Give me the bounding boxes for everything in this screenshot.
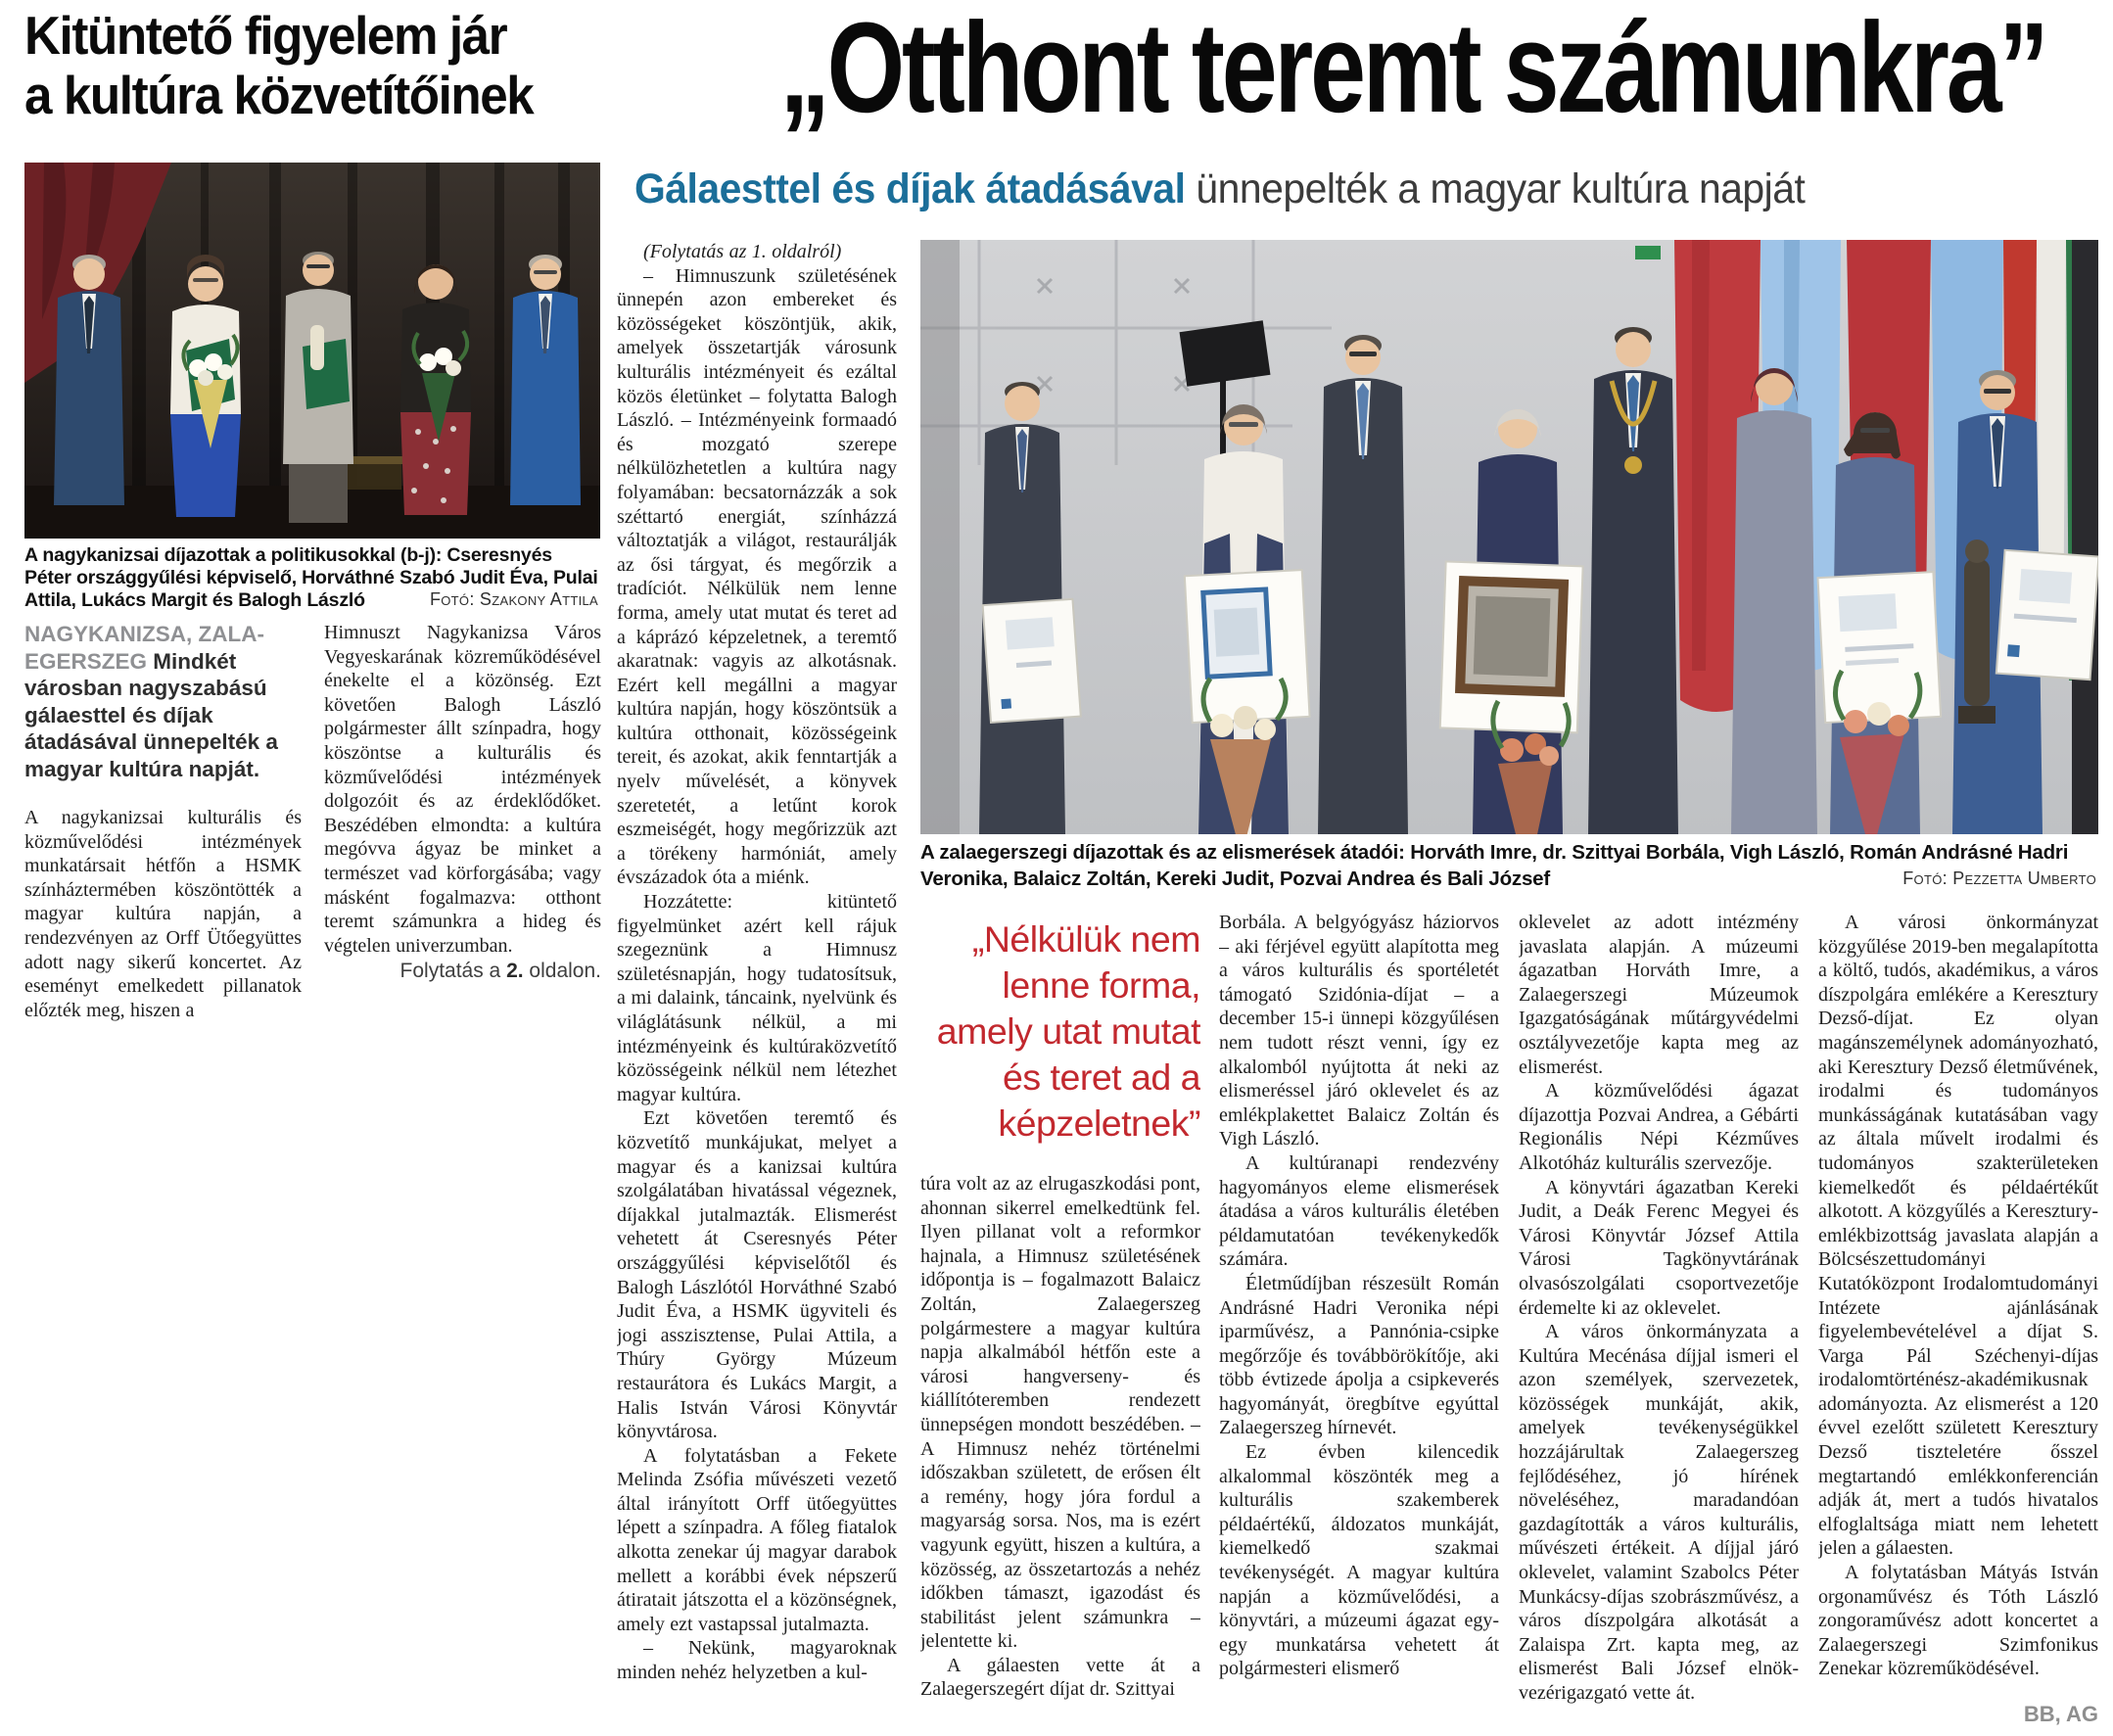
caption-text: A nagykanizsai díjazottak a politikusokkal (b-j): Cseresnyés Péter országgyűlési képviselő, Horváthné Szabó Judit Éva, Pulai Attila, Lukács Margit és Balogh László	[24, 544, 598, 611]
paragraph: oklevelet az adott intézmény javaslata alapján. A múzeumi ágazatban Horváth Imre, a Zalaegerszegi Múzeumok Igazgatóságának műtárgyvédelmi osztályvezetője kapta meg az elismerést.	[1519, 912, 1799, 1078]
left-shadow	[920, 240, 960, 834]
main-headline: „Otthont teremt számunkra”	[779, 0, 2046, 139]
left-article-column-1	[24, 621, 302, 1052]
headline-line: Kitüntető figyelem jár	[24, 5, 507, 66]
main-article-column-2	[920, 911, 1200, 1731]
paragraph: A folytatásban a Fekete Melinda Zsófia művészeti vezető által irányított Orff ütőegyüttes lépett a színpadra. A főleg fiatalok alkotta zenekar új magyar darabok mellett a korábbi évek népszerű átiratait játszotta el a közönségnek, amely ezt vastapssal jutalmazta.	[617, 1444, 897, 1635]
subhead-highlight: Gálaesttel és díjak átadásával	[634, 165, 1186, 212]
author-byline: BB, AG	[2016, 1702, 2098, 1727]
paragraph: A gálaesten vette át a Zalaegerszegért díjat dr. Szittyai	[920, 1654, 1200, 1701]
continuation-suffix: oldalon.	[523, 960, 601, 983]
continuation-prefix: Folytatás a	[399, 960, 507, 983]
person-figure	[1318, 335, 1408, 834]
gala-photo-illustration	[920, 240, 2098, 834]
location-tag: NAGYKANIZSA, ZALAEGERSZEG	[24, 622, 264, 674]
nagykanizsa-stage-photo	[24, 163, 600, 539]
paragraph: Ez évben kilencedik alkalommal köszönték meg a kulturális szakemberek példaértékű, áldozatos munkáját, kiemelkedő szakmai tevékenységét. A magyar kultúra napján a közművelődési, a könyvtári, a múzeumi ágazat egy-egy munkatársa vehetett át polgármesteri elismerő	[1219, 1441, 1499, 1680]
pull-quote: „Nélkülük nem lenne forma, amely utat mutat és teret ad a képzeletnek”	[936, 918, 1200, 1144]
exit-sign	[1635, 246, 1661, 259]
paragraph: A közművelődési ágazat díjazottja Pozvai Andrea, a Gébárti Regionális Népi Kézműves Alkotóház kulturális szervezője.	[1519, 1080, 1799, 1174]
paragraph: Hozzátette: kitüntető figyelmünket azért kell rájuk szegeznünk a Himnusz születésnapján, hogy tudatosítsuk, a mi dalaink, táncaink, nyelvünk és világlátásunk nélkül, a mi intézményeink és kultúraközvetítő közösségeink nélkül nem létezhet magyar kultúra.	[617, 891, 897, 1105]
photo-credit: Fotó: Szakony Attila	[424, 588, 598, 611]
photo-credit: Fotó: Pezzetta Umberto	[1897, 866, 2096, 892]
headline-line: a kultúra közvetítőinek	[24, 65, 534, 125]
zalaegerszeg-gala-photo	[920, 240, 2098, 834]
paragraph: túra volt az az elrugaszkodási pont, ahonnan sikerrel emelkedtünk fel. Ilyen pillanat volt a reformkor hajnala, a Himnusz születésének időpontja is – fogalmazott Balaicz Zoltán, Zalaegerszeg polgármestere a magyar kultúra napja alkalmából hétfőn este a városi hangverseny- és kiállítóteremben rendezett ünnepségen mondott beszédében. – A Himnusz nehéz történelmi időszakban született, de erősen élt a remény, hogy jóra fordul a magyarság sorsa. Nos, ma is ezért vagyunk együtt, hiszen a kultúra, a közösség, az összetartozás a nehéz időkben támaszt, igazodást és stabilitást jelent számunkra – jelentette ki.	[920, 1173, 1200, 1653]
left-article-body	[24, 621, 604, 1052]
subhead-rest: ünnepelték a magyar kultúra napját	[1185, 165, 1806, 212]
paragraph: A kultúranapi rendezvény hagyományos eleme elismerések átadása a város kulturális életében példamutatóan tevékenykedők számára.	[1219, 1151, 1499, 1271]
framed-award	[1440, 561, 1583, 732]
paragraph: – Nekünk, magyaroknak minden nehéz helyzetben a kul-	[617, 1637, 897, 1684]
caption-text: A zalaegerszegi díjazottak és az elismerések átadói: Horváth Imre, dr. Szittyai Borbála, Vigh László, Román Andrásné Hadri Veronika, Balaicz Zoltán, Kereki Judit, Pozvai Andrea és Bali József	[920, 841, 2069, 890]
continuation-page-number: 2.	[506, 960, 524, 983]
continuation-notice	[324, 960, 601, 983]
paragraph: Életműdíjban részesült Román Andrásné Hadri Veronika népi iparművész, a Pannónia-csipke megőrzője és továbbörökítője, aki több évtizede ápolja a csipkeverés hagyományát, öregbítve egyúttal Zalaegerszeg hírnevét.	[1219, 1272, 1499, 1439]
paragraph: (Folytatás az 1. oldalról)	[643, 241, 842, 262]
column-paragraphs	[617, 240, 897, 1685]
dark-doorway	[2072, 240, 2098, 834]
paragraph: Ezt követően teremtő és közvetítő munkájukat, melyet a magyar és a kanizsai kultúra szolgálatában hivatással végeznek, díjakkal jutalmazták. Elismerést vehetett át Cseresnyés Péter országgyűlési képviselőtől és Balogh Lászlótól Horváthné Szabó Judit Éva, a HSMK ügyviteli és jogi asszisztense, Pulai Attila, a Thúry György Múzeum restaurátora és Lukács Margit, a Halis István Városi Könyvtár könyvtárosa.	[617, 1107, 897, 1443]
paragraph: A város önkormányzata a Kultúra Mecénása díjjal ismeri el azon személyek, szervezetek, közösségek munkáját, akik, amelyek tevékenységükkel hozzájárultak Zalaegerszeg fejlődéséhez, jó hírének növeléséhez, maradandóan gazdagították a város kulturális, művészeti értékeit. A díjjal járó oklevelet, valamint Szabolcs Péter Munkácsy-díjas szobrászművész, a város díszpolgára alkotását a Zalaispa Zrt. kapta meg, az elismerést Bali József elnök-vezérigazgató vette át.	[1519, 1321, 1799, 1704]
lead-paragraph	[24, 621, 302, 782]
main-article-column-4	[1519, 911, 1799, 1731]
column-paragraphs	[324, 621, 601, 958]
main-article-column-5	[1818, 911, 2098, 1731]
column-paragraphs	[1519, 911, 1799, 1706]
column-paragraphs	[24, 806, 302, 1022]
main-article-column-1	[617, 240, 897, 1728]
paragraph: A könyvtári ágazatban Kereki Judit, a Deák Ferenc Megyei és Városi Könyvtár József Attila Városi Tagkönyvtárának olvasószolgálati csoportvezetője érdemelte ki az oklevelet.	[1519, 1176, 1799, 1319]
lead-text: Mindkét városban nagyszabású gálaesttel és díjak átadásával ünnepelték a magyar kultúra napját.	[24, 648, 278, 781]
stage-photo-illustration	[24, 163, 600, 539]
paragraph: A városi önkormányzat közgyűlése 2019-ben megalapította a költő, tudós, akadémikus, a város díszpolgára emlékére a Keresztury Dezső-díjat. Ez olyan magánszemélynek adományozható, aki Keresztury Dezső életművének, irodalmi és tudományos munkásságának kutatásában vagy az általa művelt irodalmi és tudományos szakterületeken kiemelkedőt és példaértékűt alkotott. A közgyűlés a Keresztury-emlékbizottság javaslata alapján a Bölcsészettudományi Kutatóközpont Irodalomtudományi Intézete ajánlásának figyelembevételével a díjat S. Varga Pál Széchenyi-díjas irodalomtörténész-akadémikusnak adományozta. Az elismerést a 120 évvel ezelőtt született Keresztury Dezső tiszteletére ősszel megtartandó emlékkonferencián adják át, mert a tudós hivatalos elfoglaltsága miatt nem lehetett jelen a gálaesten.	[1818, 912, 2098, 1560]
certificate	[1996, 550, 2098, 680]
left-article-headline	[24, 6, 571, 125]
paragraph: A folytatásban Mátyás István orgonaművész és Tóth László zongoraművész adott koncertet a Zalaegerszegi Szimfonikus Zenekar közreműködésével.	[1818, 1562, 2098, 1680]
paragraph: – Himnuszunk születésének ünnepén azon embereket és közösségeket köszöntjük, akik, amelyek összetartják városunk kulturális intézményeit és ezáltal közös életünket – folytatta Balogh László. – Intézményeink formaadó és mozgató szerepe nélkülözhetetlen a kultúra nagy folyamában: becsatornázzák a sok széttartó energiát, színházzá változtatják a világot, restaurálják az ősi tárgyat, és megőrzik a tradíciót. Nélkülük nem lenne forma, amely utat mutat és teret ad a káprázó képzeletnek, a teremtő akaratnak: vagyis az alkotásnak. Ezért kell megállni a magyar kultúra napján, hogy köszöntsük a kultúra otthonait, közösségeink tereit, és azokat, akik fenntartják a nyelv művelését, a könyvek szeretetét, a letűnt korok eszmeiségét, hogy megőrizzük azt a törékeny harmóniát, amely évszázadok óta a miénk.	[617, 264, 897, 889]
certificate	[983, 599, 1081, 723]
main-photo-caption	[920, 840, 2098, 892]
main-article-column-3	[1219, 911, 1499, 1731]
person-figure-mayor	[1588, 327, 1678, 834]
column-paragraphs	[920, 1172, 1200, 1702]
column-paragraphs	[1818, 911, 2098, 1681]
left-article-column-2	[324, 621, 601, 1052]
paragraph: Himnuszt Nagykanizsa Város Vegyeskarának közreműködésével énekelte el a közönség. Ezt követően Balogh László polgármester állt színpadra, hogy köszöntse a kulturális és közművelődési intézmények dolgozóit és az érdeklődőket. Beszédében elmondta: a kultúra megóvva ágyaz be minket a természet vad körforgásába; vagy másként fogalmazva: otthont teremt számunkra a hideg és végtelen univerzumban.	[324, 622, 601, 957]
person-figure	[1731, 368, 1817, 834]
column-paragraphs	[1219, 911, 1499, 1681]
paragraph: Borbála. A belgyógyász háziorvos – aki férjével együtt alapította meg a város kulturális és sportéletét támogató Szidónia-díjat – a december 15-i ünnepi közgyűlésen nem tudott részt venni, így ez alkalomból nyújtotta át neki az elismeréssel járó oklevelet és az emlékplakettet Balaicz Zoltán és Vigh László.	[1219, 912, 1499, 1150]
left-photo-caption	[24, 544, 600, 612]
main-subhead	[634, 164, 2030, 213]
paragraph: A nagykanizsai kulturális és közművelődési intézmények munkatársait hétfőn a HSMK színháztermében köszöntötték a magyar kultúra napján, a rendezvényen az Orff Ütőegyüttes adott nagy sikerű koncertet. Az eseményt emelkedett pillanatok előzték meg, hiszen a	[24, 807, 302, 1021]
